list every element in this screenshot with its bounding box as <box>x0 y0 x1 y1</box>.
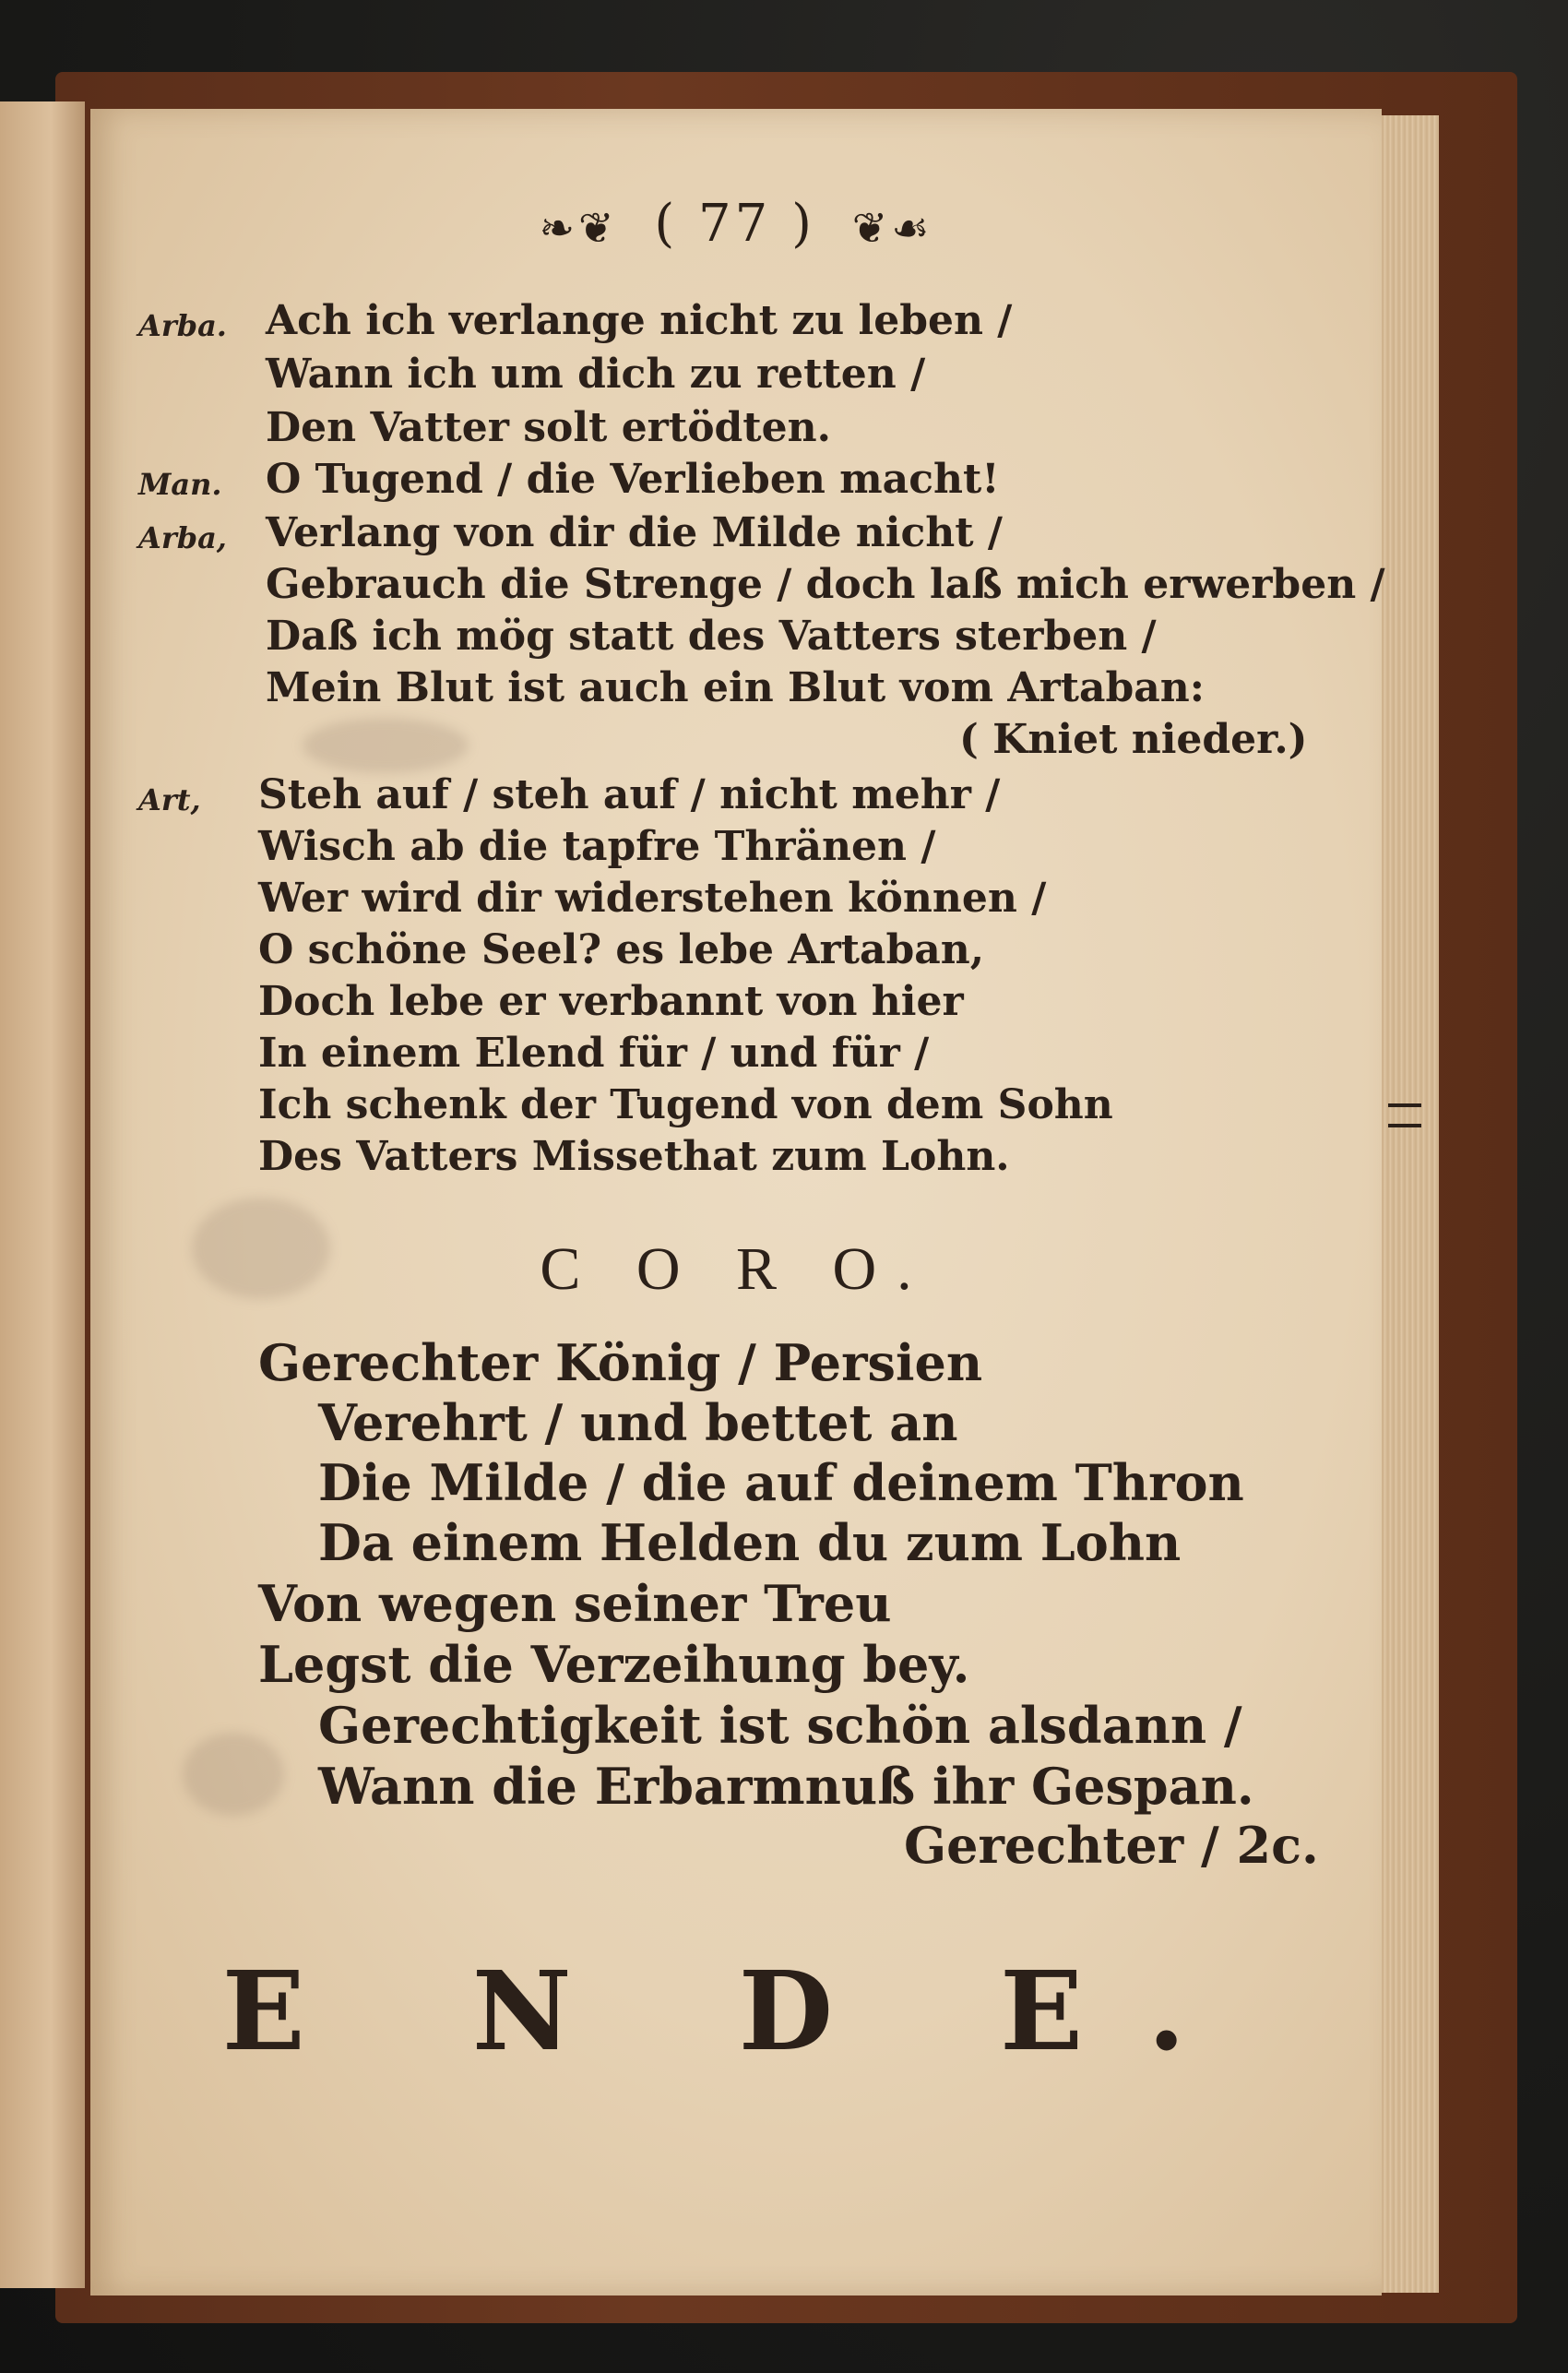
dialogue-line <box>0 456 1310 511</box>
verse-text: Daß ich mög statt des Vatters sterben / <box>266 613 1157 660</box>
stage-direction: ( Kniet nieder.) <box>959 716 1308 763</box>
dialogue-line <box>0 978 1310 1033</box>
ende-text: E N D E. <box>221 1947 1251 2075</box>
verse-text: Doch lebe er verbannt von hier <box>258 978 964 1025</box>
dialogue-line <box>0 404 1310 459</box>
chorus-line: Von wegen seiner Treu <box>258 1574 892 1633</box>
verse-text: O schöne Seel? es lebe Artaban, <box>258 926 985 973</box>
dialogue-line <box>0 1030 1310 1085</box>
verse-text: In einem Elend für / und für / <box>258 1030 930 1077</box>
page-stack-edge <box>1374 115 1439 2293</box>
chorus-line: Die Milde / die auf deinem Thron <box>318 1453 1244 1512</box>
chorus-line: Verehrt / und bettet an <box>318 1393 958 1452</box>
dialogue-line <box>0 1133 1310 1188</box>
dialogue-line <box>0 613 1310 668</box>
chorus-line: Gerechter König / Persien <box>258 1333 983 1392</box>
verse-text: Verlang von dir die Milde nicht / <box>266 509 1003 556</box>
dialogue-line <box>0 1081 1310 1137</box>
verse-text: O Tugend / die Verlieben macht! <box>266 456 1000 503</box>
chorus-line: Da einem Helden du zum Lohn <box>318 1513 1182 1572</box>
page-number: ( 77 ) <box>654 194 815 254</box>
speaker-label: Arba. <box>138 308 227 343</box>
dialogue-line <box>0 351 1310 406</box>
verse-text: Wisch ab die tapfre Thränen / <box>258 823 936 870</box>
ornament-right-icon: ❦☙ <box>851 202 933 253</box>
speaker-label: Art, <box>138 782 201 817</box>
chorus-line: Gerechtigkeit ist schön alsdann / <box>318 1696 1242 1755</box>
speaker-label: Man. <box>138 467 222 502</box>
dialogue-line <box>0 926 1310 982</box>
dialogue-line <box>0 875 1310 930</box>
chorus-refrain: Gerechter / 2c. <box>904 1816 1319 1875</box>
dialogue-line <box>0 297 1310 352</box>
dialogue-line <box>0 561 1385 616</box>
dialogue-line <box>0 716 1310 771</box>
dialogue-line <box>0 664 1310 720</box>
stain <box>183 1733 284 1816</box>
page-header <box>90 194 1382 254</box>
chorus-line: Legst die Verzeihung bey. <box>258 1635 970 1694</box>
dialogue-line <box>0 771 1310 827</box>
verse-text: Steh auf / steh auf / nicht mehr / <box>258 771 1001 818</box>
verse-text: Den Vatter solt ertödten. <box>266 404 831 451</box>
chorus-heading: C O R O. <box>540 1235 932 1303</box>
chorus-line: Wann die Erbarmnuß ihr Gespan. <box>318 1757 1254 1816</box>
verse-text: Ach ich verlange nicht zu leben / <box>266 297 1013 344</box>
verse-text: Wann ich um dich zu retten / <box>266 351 926 398</box>
verse-text: Des Vatters Missethat zum Lohn. <box>258 1133 1010 1180</box>
margin-mark <box>1388 1103 1421 1127</box>
verse-text: Gebrauch die Strenge / doch laß mich erwerben / <box>266 561 1385 608</box>
ornament-left-icon: ❧❦ <box>539 202 618 253</box>
dialogue-line <box>0 823 1310 878</box>
speaker-label: Arba, <box>138 520 227 555</box>
verse-text: Ich schenk der Tugend von dem Sohn <box>258 1081 1113 1128</box>
verse-text: Mein Blut ist auch ein Blut vom Artaban: <box>266 664 1205 711</box>
dialogue-line <box>0 509 1310 565</box>
verse-text: Wer wird dir widerstehen können / <box>258 875 1047 922</box>
